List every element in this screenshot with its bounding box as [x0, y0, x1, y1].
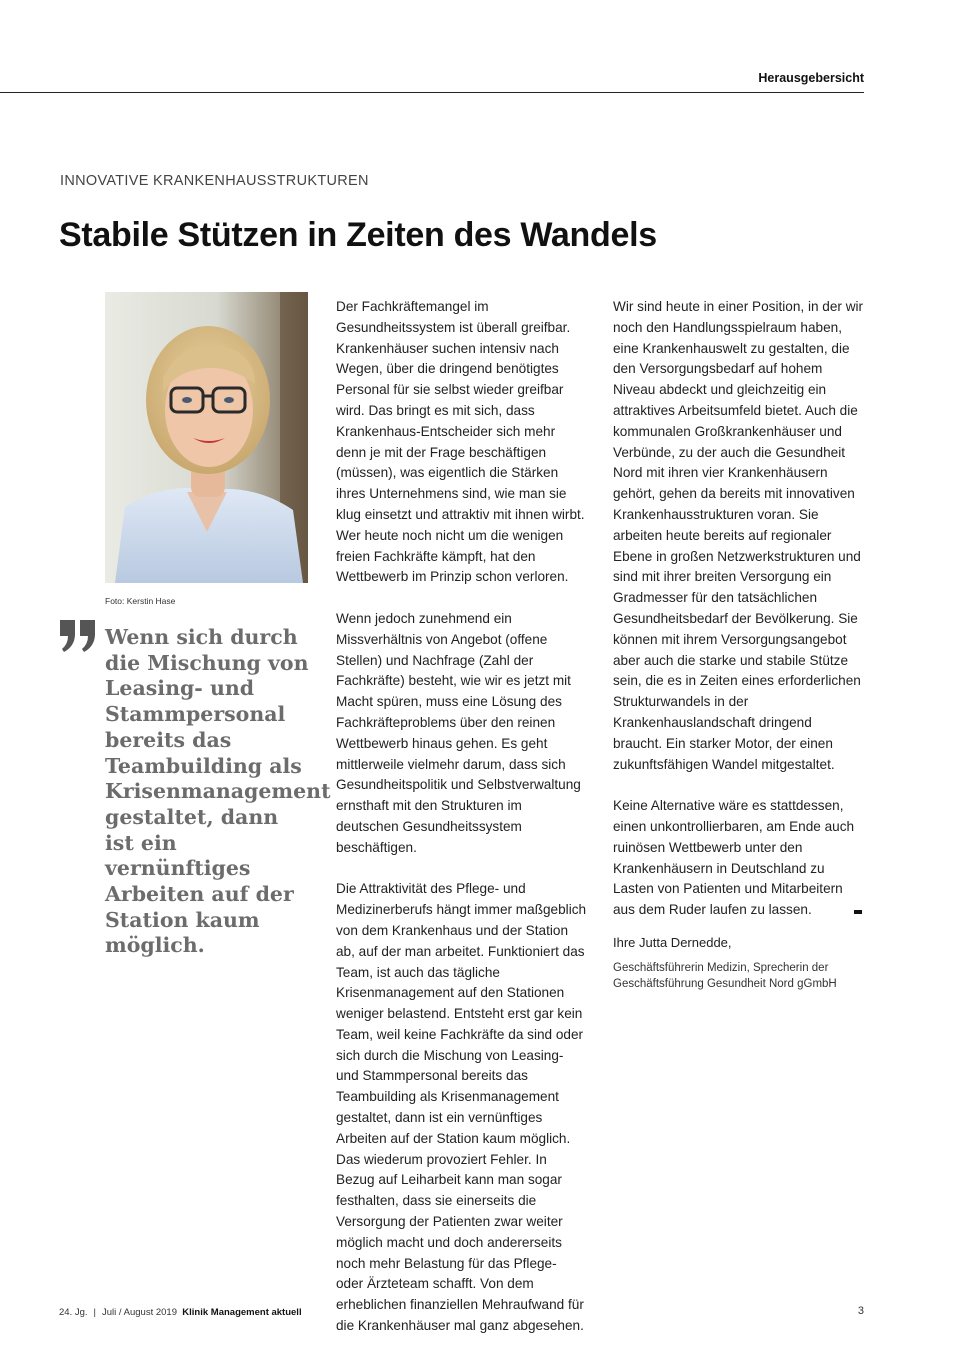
quote-mark-icon: [58, 618, 98, 654]
footer-volume: 24. Jg.: [59, 1307, 88, 1318]
text-column-1: [336, 297, 587, 1358]
header-rule: [0, 92, 864, 93]
author-portrait-photo: [105, 292, 308, 583]
section-label: Herausgebersicht: [758, 71, 864, 85]
signature-title: Geschäftsführerin Medizin, Sprecherin der Geschäftsführung Gesundheit Nord gGmbH: [613, 961, 837, 990]
end-of-article-mark: [854, 910, 862, 914]
footer-journal-name: Klinik Management aktuell: [182, 1307, 302, 1318]
body-paragraph: Der Fachkräftemangel im Gesundheitssystem ist überall greifbar. Krankenhäuser suchen intensiv nach Wegen, über die dringend benötigtes Personal für sie selbst wieder greifbar wird. Das bringt es mit sich, dass Krankenhaus-Entscheider sich mehr denn je mit der Frage beschäftigen (müssen), was eigentlich die Stärken ihres Unternehmens sind, wie man sie klug einsetzt und attraktiv mit ihnen wirbt. Wer heute noch nicht um die wenigen freien Fachkräfte kämpft, hat den Wettbewerb im Prinzip schon verloren.: [336, 299, 585, 585]
footer-issue: Juli / August 2019: [102, 1307, 177, 1318]
page-number: 3: [857, 1305, 864, 1317]
article-kicker: INNOVATIVE KRANKENHAUSSTRUKTUREN: [60, 173, 369, 189]
photo-credit: Foto: Kerstin Hase: [105, 596, 176, 606]
body-paragraph: [613, 796, 864, 921]
body-paragraph: Die Attraktivität des Pflege- und Medizinerberufs hängt immer maßgeblich von dem Krankenhaus und der Station ab, auf der man arbeitet. Funktioniert das Team, ist auch das tägliche Krisenmanagement auf den Stationen weniger belastend. Entsteht erst gar kein Team, weil keine Fachkräfte da sind oder sich durch die Mischung von Leasing- und Stammpersonal bereits das Teambuilding als Krisenmanagement gestaltet, dann ist ein vernünftiges Arbeiten auf der Station kaum möglich. Das wiederum provoziert Fehler. In Bezug auf Leiharbeit kann man sogar festhalten, dass sie einerseits die Versorgung der Patienten zwar weiter möglich macht und doch andererseits noch mehr Belastung für das Pflege- oder Ärzteteam schafft. Von dem erheblichen finanziellen Mehraufwand für die Krankenhäuser mal ganz abgesehen.: [336, 881, 587, 1334]
pull-quote: Wenn sich durch die Mischung von Leasing- und Stammpersonal bereits das Teambuilding als Krisenmanagement gestaltet, dann ist ein vernünftiges Arbeiten auf der Station kaum möglich.: [105, 625, 331, 958]
footer-separator: |: [93, 1307, 96, 1318]
body-paragraph: Wir sind heute in einer Position, in der wir noch den Handlungsspielraum haben, eine Krankenhauswelt zu gestalten, die den Versorgungsbedarf auf hohem Niveau abdeckt und gleichzeitig ein attraktives Arbeitsumfeld bietet. Auch die kommunalen Großkrankenhäuser und Verbünde, zu der auch die Gesundheit Nord mit ihren vier Krankenhäusern gehört, gehen da bereits mit innovativen Krankenhausstrukturen voran. Sie arbeiten heute bereits auf regionaler Ebene in großen Netzwerkstrukturen und sind mit ihrer breiten Versorgung ein Gradmesser für den tatsächlichen Gesundheitsbedarf der Bevölkerung. Sie können mit ihrem Versorgungsangebot aber auch die starke und stabile Stütze sein, die es in Zeiten eines erforderlichen Strukturwandels in der Krankenhauslandschaft dringend braucht. Ein starker Motor, der einen zukunftsfähigen Wandel mitgestaltet.: [613, 299, 864, 772]
article-headline: Stabile Stützen in Zeiten des Wandels: [59, 216, 657, 254]
body-paragraph-text: Keine Alternative wäre es stattdessen, einen unkontrollierbaren, am Ende auch ruinösen Wettbewerb unter den Krankenhäusern in Deutschland zu Lasten von Patienten und Mitarbeitern aus dem Ruder laufen zu lassen.: [613, 798, 855, 918]
text-column-2: [613, 297, 864, 992]
signature-name: Ihre Jutta Dernedde,: [613, 934, 732, 950]
body-paragraph: Wenn jedoch zunehmend ein Missverhältnis von Angebot (offene Stellen) und Nachfrage (Zahl der Fachkräfte) besteht, wie wir es jetzt mit Macht spüren, muss eine Lösung des Fachkräfteproblems über den reinen Wettbewerb hinaus gehen. Es geht mittlerweile vielmehr darum, dass sich Gesundheitspolitik und Selbstverwaltung ernsthaft mit den Strukturen im deutschen Gesundheitssystem beschäftigen.: [336, 610, 581, 855]
page-footer: [59, 1307, 302, 1318]
